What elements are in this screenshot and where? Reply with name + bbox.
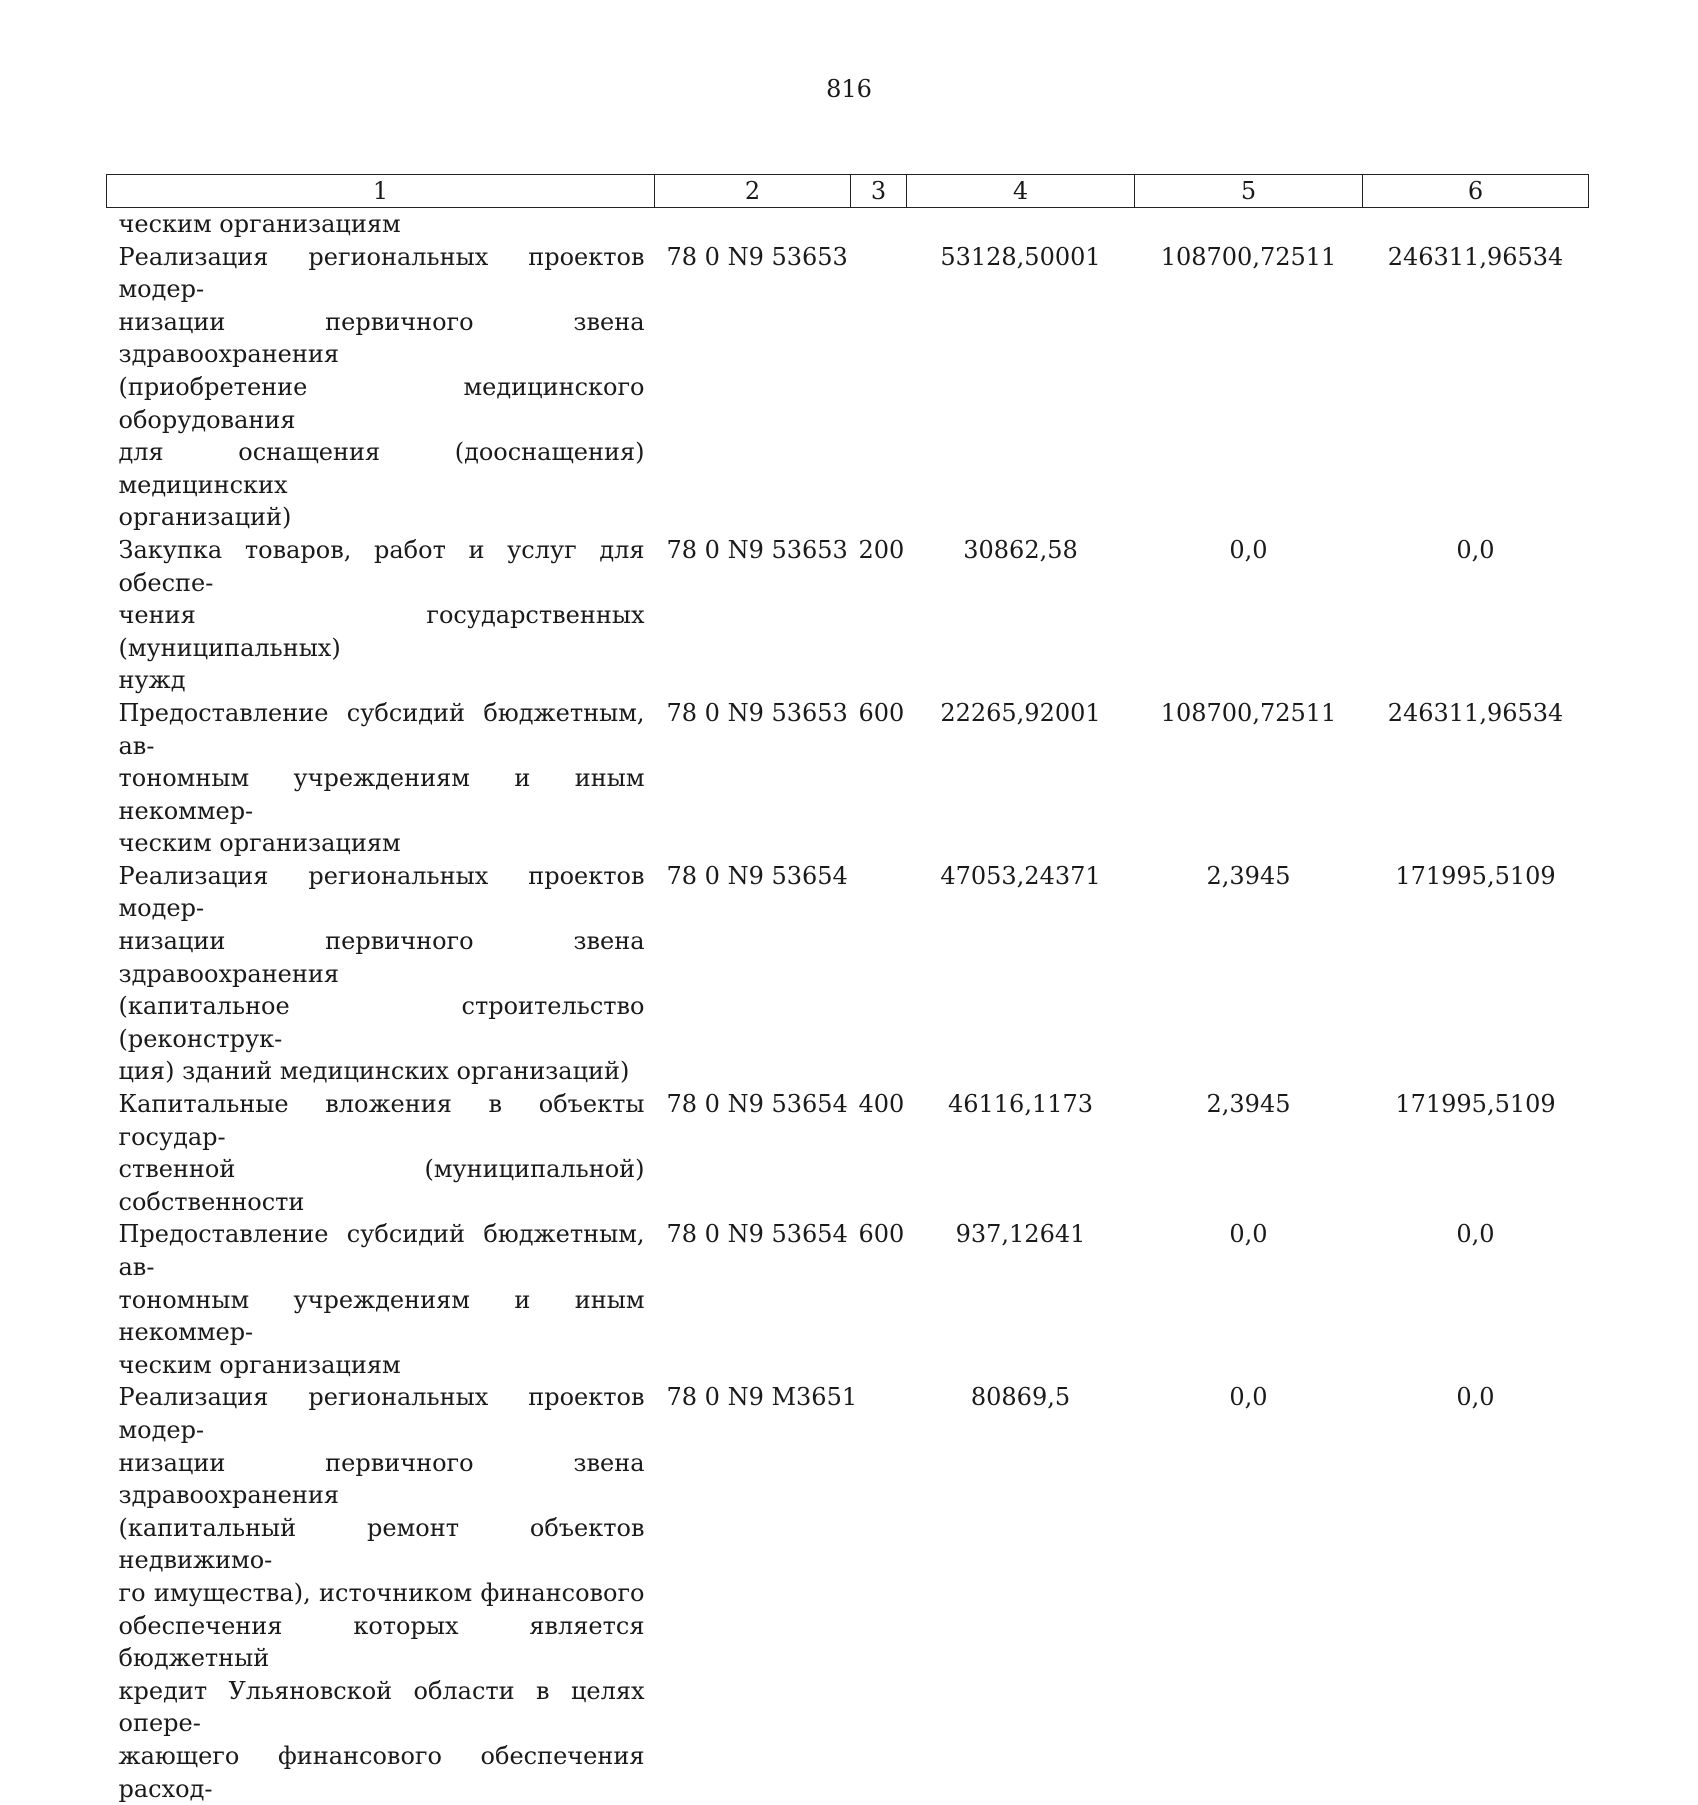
row-name-line: тономным учреждениям и иным некоммер- — [118, 764, 645, 825]
row-name — [107, 241, 655, 534]
row-value-col4: 937,12641 — [955, 1220, 1086, 1249]
table-row — [107, 534, 1589, 697]
row-code: 78 0 N9 53654 — [666, 1090, 848, 1119]
budget-table — [106, 174, 1589, 1805]
column-header-1: 1 — [107, 175, 655, 208]
row-value-col4: 22265,92001 — [940, 698, 1101, 727]
row-name — [107, 1218, 655, 1381]
row-code: 78 0 N9 53654 — [666, 861, 848, 890]
row-expense-type — [851, 241, 907, 534]
row-name-line: жающего финансового обеспечения расход- — [118, 1741, 645, 1803]
row-value-col6: 171995,5109 — [1395, 861, 1556, 890]
row-expense-type: 200 — [858, 535, 905, 564]
row-expense-type: 600 — [858, 1220, 905, 1249]
column-header-3: 3 — [851, 175, 907, 208]
row-name — [107, 860, 655, 1088]
table-row — [107, 860, 1589, 1088]
row-value-col4: 46116,1173 — [947, 1090, 1094, 1119]
row-value-col5: 108700,72511 — [1160, 698, 1337, 727]
row-name-line: (капитальный ремонт объектов недвижимо- — [118, 1513, 645, 1575]
row-value-col6: 246311,96534 — [1387, 242, 1564, 271]
table-row — [107, 1088, 1589, 1218]
header-row — [107, 175, 1589, 208]
row-name-line: низации первичного звена здравоохранения — [118, 927, 645, 988]
row-value-col6: 246311,96534 — [1387, 698, 1564, 727]
row-name-line: кредит Ульяновской области в целях опере- — [118, 1676, 645, 1738]
row-name — [107, 697, 655, 860]
row-value-col5: 2,3945 — [1206, 1090, 1291, 1119]
column-header-4: 4 — [907, 175, 1135, 208]
row-name — [107, 1088, 655, 1218]
row-name-line: ция) зданий медицинских организаций) — [118, 1057, 630, 1086]
row-code: 78 0 N9 53653 — [666, 698, 848, 727]
row-name-line: (приобретение медицинского оборудования — [118, 372, 645, 434]
row-expense-type — [851, 1381, 907, 1805]
row-name-line: тономным учреждениям и иным некоммер- — [118, 1285, 645, 1347]
row-value-col6: 0,0 — [1456, 535, 1495, 564]
continuation-text: ческим организациям — [118, 210, 401, 238]
row-name-line: (капитальное строительство (реконструк- — [118, 992, 645, 1053]
table-row — [107, 241, 1589, 534]
row-value-col5: 0,0 — [1229, 1383, 1268, 1412]
row-value-col6: 0,0 — [1456, 1220, 1495, 1249]
page-number: 816 — [826, 75, 872, 103]
row-value-col5: 0,0 — [1229, 1220, 1268, 1249]
row-name-line: Закупка товаров, работ и услуг для обеспе- — [118, 535, 645, 597]
column-header-5: 5 — [1135, 175, 1363, 208]
column-header-2: 2 — [655, 175, 851, 208]
row-name-line: чения государственных (муниципальных) — [118, 601, 645, 662]
row-name-line: го имущества), источником финансового — [118, 1578, 645, 1607]
row-name-line: для оснащения (дооснащения) медицинских — [118, 438, 645, 499]
row-name-line: нужд — [118, 666, 186, 695]
row-name-line: организаций) — [118, 503, 292, 532]
row-code: 78 0 N9 M3651 — [666, 1383, 858, 1412]
row-value-col5: 2,3945 — [1206, 861, 1291, 890]
row-name-line: обеспечения которых является бюджетный — [118, 1611, 645, 1673]
row-name-line: низации первичного звена здравоохранения — [118, 307, 645, 369]
row-name-line: Реализация региональных проектов модер- — [118, 861, 645, 923]
table-row — [107, 1218, 1589, 1381]
table-row — [107, 697, 1589, 860]
row-name — [107, 1381, 655, 1805]
row-name-line: Реализация региональных проектов модер- — [118, 1383, 645, 1444]
row-name-line: ственной (муниципальной) собственности — [118, 1155, 645, 1216]
row-value-col4: 30862,58 — [963, 535, 1078, 564]
row-name-line: ческим организациям — [118, 829, 401, 858]
row-value-col6: 0,0 — [1456, 1383, 1495, 1412]
row-name-line: Предоставление субсидий бюджетным, ав- — [118, 1220, 645, 1281]
row-value-col4: 80869,5 — [970, 1383, 1071, 1412]
row-value-col6: 171995,5109 — [1395, 1090, 1556, 1119]
row-name-line: ческим организациям — [118, 1350, 401, 1379]
column-header-6: 6 — [1363, 175, 1589, 208]
table-row — [107, 1381, 1589, 1805]
row-name-line: Капитальные вложения в объекты государ- — [118, 1090, 645, 1151]
row-expense-type: 600 — [858, 698, 905, 727]
row-expense-type — [851, 860, 907, 1088]
row-value-col4: 47053,24371 — [940, 861, 1101, 890]
row-value-col5: 108700,72511 — [1160, 242, 1337, 271]
row-name — [107, 534, 655, 697]
row-name-line: Предоставление субсидий бюджетным, ав- — [118, 698, 645, 760]
continuation-row — [107, 208, 1589, 241]
row-name-line: Реализация региональных проектов модер- — [118, 242, 645, 304]
row-expense-type: 400 — [858, 1090, 905, 1119]
row-value-col5: 0,0 — [1229, 535, 1268, 564]
row-code: 78 0 N9 53654 — [666, 1220, 848, 1249]
row-code: 78 0 N9 53653 — [666, 242, 848, 271]
row-code: 78 0 N9 53653 — [666, 535, 848, 564]
row-name-line: низации первичного звена здравоохранения — [118, 1448, 645, 1510]
row-value-col4: 53128,50001 — [940, 242, 1101, 271]
